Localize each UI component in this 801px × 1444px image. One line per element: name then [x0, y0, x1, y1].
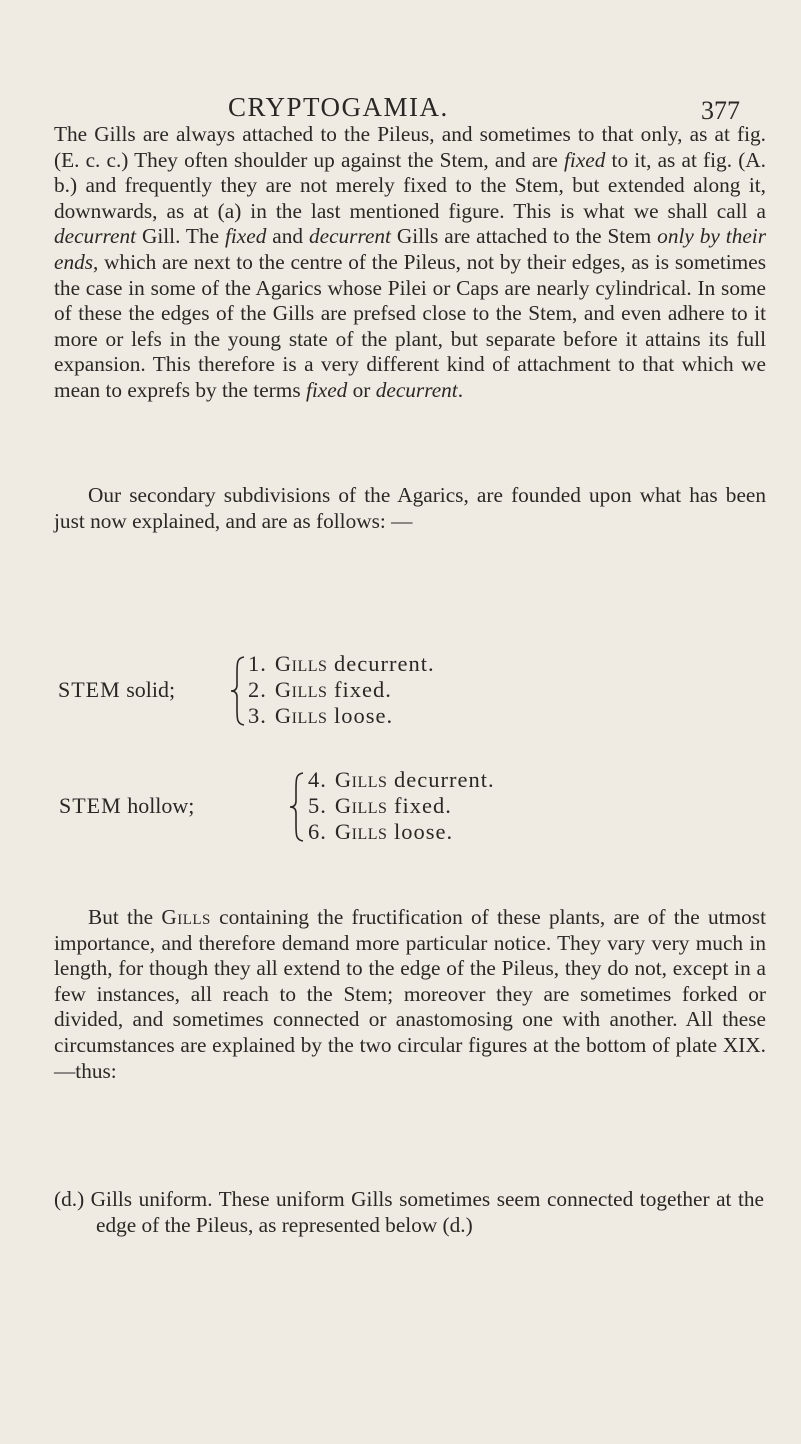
brace-icon — [230, 655, 246, 727]
item-gills: Gills — [274, 677, 328, 702]
list-item — [308, 767, 495, 793]
list-item — [248, 703, 435, 729]
italic-term: only by their ends — [54, 224, 767, 274]
stem-word: STEM — [59, 793, 122, 818]
item-number: 6. — [308, 819, 327, 844]
item-gills: Gills — [334, 793, 388, 818]
paragraph-gills-attachment — [54, 122, 766, 404]
list-item — [248, 651, 435, 677]
item-state: loose. — [334, 703, 394, 728]
text-run: . — [457, 377, 464, 402]
italic-term: decurrent — [375, 377, 458, 402]
text-run: The Gills are always attached to the Pileus, and sometimes to that only, as at fig. (E. c. c.) They often shoulder up against the Stem, and are — [54, 122, 766, 172]
text-run: Gills are attached to the Stem — [390, 224, 658, 249]
italic-term: fixed — [224, 224, 267, 249]
item-state: fixed. — [394, 793, 452, 818]
italic-term: decurrent — [308, 224, 391, 249]
stem-word: STEM — [58, 677, 121, 702]
gill-list — [308, 767, 495, 845]
stem-label — [59, 793, 194, 819]
list-item — [308, 819, 495, 845]
italic-term: fixed — [564, 147, 606, 172]
item-state: decurrent. — [394, 767, 495, 792]
stem-qualifier: hollow; — [127, 793, 195, 818]
item-number: 1. — [248, 651, 267, 676]
brace-icon — [289, 771, 305, 843]
paragraph-subdivisions: Our secondary subdivisions of the Agarics, are founded upon what has been just now explained, and are as follows: — — [54, 483, 766, 533]
text-run: , which are next to the centre of the Pileus, not by their edges, as is sometimes the case in some of the Agarics whose Pilei or Caps are nearly cylindrical. In some of these the edges of the Gills are prefsed close to the Stem, and even adhere to it more or lefs in the young state of the plant, but separate before it attains its full expansion. This therefore is a very different kind of attachment to that which we mean to exprefs by the terms — [54, 249, 766, 402]
text-run: But the — [88, 905, 162, 929]
list-item — [308, 793, 495, 819]
item-gills: Gills — [334, 819, 388, 844]
item-number: 2. — [248, 677, 267, 702]
text-run: Gill. The — [136, 224, 225, 249]
small-caps-term: Gills — [161, 905, 211, 929]
item-number: 3. — [248, 703, 267, 728]
text-run: containing the fructification of these plants, are of the utmost importance, and therefore demand more particular notice. They vary very much in length, for though they all extend to the edge of the Pileus, they do not, except in a few instances, all reach to the Stem; moreover they are sometimes forked or divided, and sometimes connected or anastomosing one with another. All these circumstances are explained by the two circular figures at the bottom of plate XIX.—thus: — [54, 905, 766, 1083]
text-run: and — [266, 224, 309, 249]
item-gills: Gills — [274, 703, 328, 728]
stem-label — [58, 677, 175, 703]
italic-term: decurrent — [54, 224, 137, 249]
item-number: 4. — [308, 767, 327, 792]
item-state: fixed. — [334, 677, 392, 702]
stem-qualifier: solid; — [126, 677, 176, 702]
text-run: or — [347, 377, 376, 402]
paragraph-gills-uniform: (d.) Gills uniform. These uniform Gills sometimes seem connected together at the edge of the Pileus, as represented below (d.) — [54, 1187, 764, 1237]
item-state: decurrent. — [334, 651, 435, 676]
item-state: loose. — [394, 819, 454, 844]
text-run: to it, as at fig. (A. b.) and frequently they are not merely fixed to the Stem, but extended along it, downwards, as at (a) in the last mentioned figure. This is what we shall call a — [54, 147, 766, 223]
item-gills: Gills — [274, 651, 328, 676]
italic-term: fixed — [305, 377, 348, 402]
running-head: CRYPTOGAMIA. — [228, 92, 449, 122]
item-gills: Gills — [334, 767, 388, 792]
item-number: 5. — [308, 793, 327, 818]
page-number: 377 — [701, 96, 740, 125]
list-item — [248, 677, 435, 703]
gill-list — [248, 651, 435, 729]
paragraph-fructification — [54, 905, 766, 1084]
